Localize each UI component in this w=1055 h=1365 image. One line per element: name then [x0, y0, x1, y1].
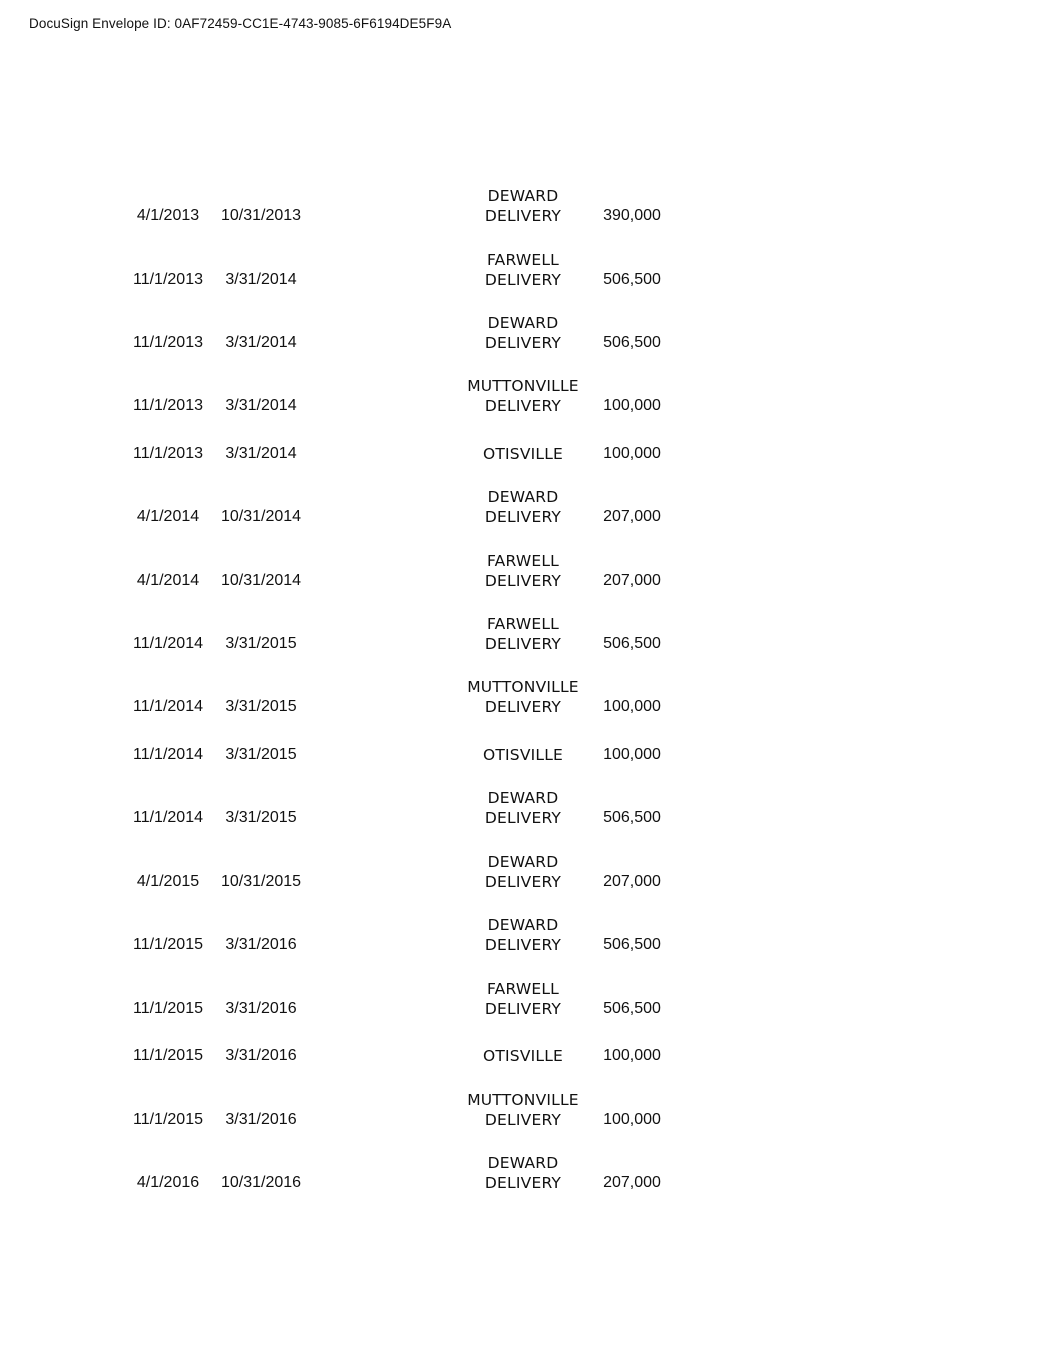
quantity: 100,000: [603, 397, 661, 414]
start-date: 11/1/2014: [133, 635, 203, 652]
table-row: [0, 916, 700, 955]
delivery-point: [485, 788, 561, 828]
table-row: [0, 444, 700, 464]
end-date: 10/31/2014: [220, 508, 302, 525]
delivery-point-line: DEWARD: [487, 488, 559, 506]
end-date: 3/31/2015: [225, 698, 297, 715]
start-date: 11/1/2013: [133, 271, 203, 288]
table-row: [0, 251, 700, 290]
table-row: [0, 678, 700, 717]
delivery-point-line: DELIVERY: [484, 873, 562, 891]
delivery-point: [485, 1153, 561, 1193]
delivery-point-line: DELIVERY: [484, 936, 562, 954]
table-row: [0, 314, 700, 353]
end-date: 3/31/2016: [225, 936, 297, 953]
end-date: 3/31/2016: [225, 1000, 297, 1017]
end-date: 10/31/2013: [220, 207, 302, 224]
start-date: 4/1/2015: [136, 873, 200, 890]
start-date: 4/1/2016: [136, 1174, 200, 1191]
delivery-point-line: OTISVILLE: [482, 746, 564, 764]
start-date: 11/1/2013: [133, 445, 203, 462]
end-date: 3/31/2014: [225, 271, 297, 288]
delivery-point-line: DEWARD: [487, 916, 559, 934]
delivery-point-line: DEWARD: [487, 853, 559, 871]
delivery-point-line: FARWELL: [486, 980, 560, 998]
start-date: 11/1/2015: [133, 936, 203, 953]
delivery-point-line: MUTTONVILLE: [467, 678, 579, 696]
quantity: 100,000: [603, 746, 661, 763]
end-date: 10/31/2015: [220, 873, 302, 890]
quantity: 100,000: [603, 1047, 661, 1064]
delivery-point: [483, 1046, 563, 1066]
table-row: [0, 1046, 700, 1066]
delivery-point-line: OTISVILLE: [482, 1047, 564, 1065]
end-date: 3/31/2015: [225, 746, 297, 763]
delivery-point-line: MUTTONVILLE: [467, 377, 579, 395]
start-date: 11/1/2013: [133, 334, 203, 351]
delivery-point-line: DELIVERY: [484, 508, 562, 526]
delivery-point-line: FARWELL: [486, 251, 560, 269]
start-date: 11/1/2015: [133, 1000, 203, 1017]
quantity: 207,000: [603, 508, 661, 525]
quantity: 207,000: [603, 1174, 661, 1191]
delivery-point-line: DELIVERY: [484, 635, 562, 653]
quantity: 100,000: [603, 1111, 661, 1128]
quantity: 100,000: [603, 445, 661, 462]
quantity: 506,500: [603, 334, 661, 351]
table-row: [0, 1091, 700, 1130]
delivery-point-line: DELIVERY: [484, 334, 562, 352]
start-date: 11/1/2014: [133, 698, 203, 715]
end-date: 3/31/2014: [225, 445, 297, 462]
delivery-point-line: DELIVERY: [484, 271, 562, 289]
start-date: 4/1/2014: [136, 572, 200, 589]
delivery-point-line: DELIVERY: [484, 809, 562, 827]
end-date: 3/31/2016: [225, 1047, 297, 1064]
table-row: [0, 853, 700, 892]
delivery-point-line: FARWELL: [486, 552, 560, 570]
end-date: 3/31/2014: [225, 334, 297, 351]
delivery-point: [485, 614, 561, 654]
end-date: 3/31/2014: [225, 397, 297, 414]
delivery-point-line: OTISVILLE: [482, 445, 564, 463]
table-row: [0, 1154, 700, 1193]
delivery-point-line: DEWARD: [487, 314, 559, 332]
delivery-point: [467, 1090, 579, 1130]
end-date: 3/31/2015: [225, 809, 297, 826]
end-date: 3/31/2015: [225, 635, 297, 652]
quantity: 207,000: [603, 572, 661, 589]
delivery-point: [485, 250, 561, 290]
table-row: [0, 745, 700, 765]
end-date: 10/31/2014: [220, 572, 302, 589]
delivery-point: [485, 852, 561, 892]
table-row: [0, 980, 700, 1019]
table-row: [0, 488, 700, 527]
delivery-point-line: DEWARD: [487, 187, 559, 205]
envelope-id: DocuSign Envelope ID: 0AF72459-CC1E-4743-9085-6F6194DE5F9A: [29, 16, 452, 31]
delivery-point: [467, 677, 579, 717]
start-date: 11/1/2015: [133, 1047, 203, 1064]
delivery-point: [467, 376, 579, 416]
start-date: 11/1/2013: [133, 397, 203, 414]
delivery-point: [483, 745, 563, 765]
quantity: 207,000: [603, 873, 661, 890]
start-date: 11/1/2014: [133, 746, 203, 763]
start-date: 4/1/2013: [136, 207, 200, 224]
delivery-point-line: MUTTONVILLE: [467, 1091, 579, 1109]
delivery-point-line: DELIVERY: [484, 1000, 562, 1018]
delivery-point-line: DELIVERY: [484, 1174, 562, 1192]
delivery-point-line: DELIVERY: [484, 1111, 562, 1129]
quantity: 506,500: [603, 271, 661, 288]
start-date: 11/1/2014: [133, 809, 203, 826]
delivery-point-line: DELIVERY: [484, 698, 562, 716]
delivery-point-line: DEWARD: [487, 1154, 559, 1172]
table-row: [0, 552, 700, 591]
table-row: [0, 789, 700, 828]
delivery-point: [485, 487, 561, 527]
delivery-point: [485, 979, 561, 1019]
start-date: 4/1/2014: [136, 508, 200, 525]
delivery-point: [485, 915, 561, 955]
quantity: 100,000: [603, 698, 661, 715]
table-row: [0, 615, 700, 654]
delivery-point: [485, 313, 561, 353]
delivery-point-line: DELIVERY: [484, 397, 562, 415]
start-date: 11/1/2015: [133, 1111, 203, 1128]
delivery-point-line: DELIVERY: [484, 207, 562, 225]
delivery-point: [485, 551, 561, 591]
quantity: 506,500: [603, 809, 661, 826]
delivery-point-line: DEWARD: [487, 789, 559, 807]
table-row: [0, 187, 700, 226]
delivery-point-line: FARWELL: [486, 615, 560, 633]
end-date: 3/31/2016: [225, 1111, 297, 1128]
delivery-point: [485, 186, 561, 226]
delivery-point-line: DELIVERY: [484, 572, 562, 590]
table-row: [0, 377, 700, 416]
quantity: 506,500: [603, 635, 661, 652]
end-date: 10/31/2016: [220, 1174, 302, 1191]
quantity: 390,000: [603, 207, 661, 224]
delivery-point: [483, 444, 563, 464]
quantity: 506,500: [603, 936, 661, 953]
quantity: 506,500: [603, 1000, 661, 1017]
